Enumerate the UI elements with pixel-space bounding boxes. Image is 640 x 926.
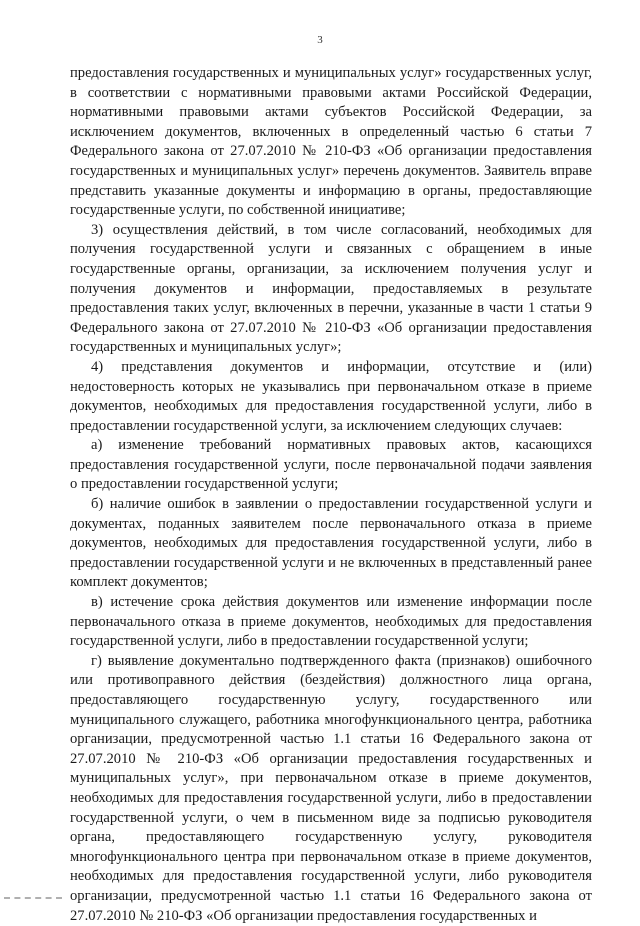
scan-edge-mark	[4, 897, 62, 901]
document-body	[70, 64, 592, 926]
paragraph-continuation: предоставления государственных и муниципальных услуг» государственных услуг, в соответствии с нормативными правовыми актами Российской Федерации, нормативными правовыми актами субъектов Российской Федерации, за исключением документов, включенных в определенный частью 6 статьи 7 Федерального закона от 27.07.2010 № 210-ФЗ «Об организации предоставления государственных и муниципальных услуг» перечень документов. Заявитель вправе представить указанные документы и информацию в органы, предоставляющие государственные услуги, по собственной инициативе;	[70, 65, 592, 219]
page-number: 3	[317, 34, 323, 46]
paragraph-item-4: 4) представления документов и информации, отсутствие и (или) недостоверность которых не указывались при первоначальном отказе в приеме документов, необходимых для предоставления государственной услуги, либо в предоставлении государственной услуги, за исключением следующих случаев:	[70, 358, 592, 434]
paragraph-subitem-g: г) выявление документально подтвержденного факта (признаков) ошибочного или противоправного действия (бездействия) должностного лица органа, предоставляющего государственную услугу, государственного или муниципального служащего, работника многофункционального центра, работника организации, предусмотренной частью 1.1 статьи 16 Федерального закона от 27.07.2010 № 210-ФЗ «Об организации предоставления государственных и муниципальных услуг», при первоначальном отказе в приеме документов, необходимых для предоставления государственной услуги, либо в предоставлении государственной услуги, о чем в письменном виде за подписью руководителя органа, предоставляющего государственную услугу, руководителя многофункционального центра при первоначальном отказе в приеме документов, необходимых для предоставления государственной услуги, либо руководителя организации, предусмотренной частью 1.1 статьи 16 Федерального закона от 27.07.2010 № 210-ФЗ «Об организации предоставления государственных и	[70, 652, 592, 924]
paragraph-item-3: 3) осуществления действий, в том числе согласований, необходимых для получения государственной услуги и связанных с обращением в иные государственные органы, организации, за исключением получения услуг и получения документов и информации, предоставляемых в результате предоставления таких услуг, включенных в перечни, указанные в части 1 статьи 9 Федерального закона от 27.07.2010 № 210-ФЗ «Об организации предоставления государственных и муниципальных услуг»;	[70, 221, 592, 356]
paragraph-subitem-a: а) изменение требований нормативных правовых актов, касающихся предоставления государственной услуги, после первоначальной подачи заявления о предоставлении государственной услуги;	[70, 437, 592, 493]
paragraph-subitem-v: в) истечение срока действия документов или изменение информации после первоначального отказа в приеме документов, необходимых для предоставления государственной услуги, либо в предоставлении государственной услуги;	[70, 594, 592, 650]
paragraph-subitem-b: б) наличие ошибок в заявлении о предоставлении государственной услуги и документах, поданных заявителем после первоначального отказа в приеме документов, необходимых для предоставления государственной услуги, либо в предоставлении государственной услуги и не включенных в представленный ранее комплект документов;	[70, 496, 592, 591]
